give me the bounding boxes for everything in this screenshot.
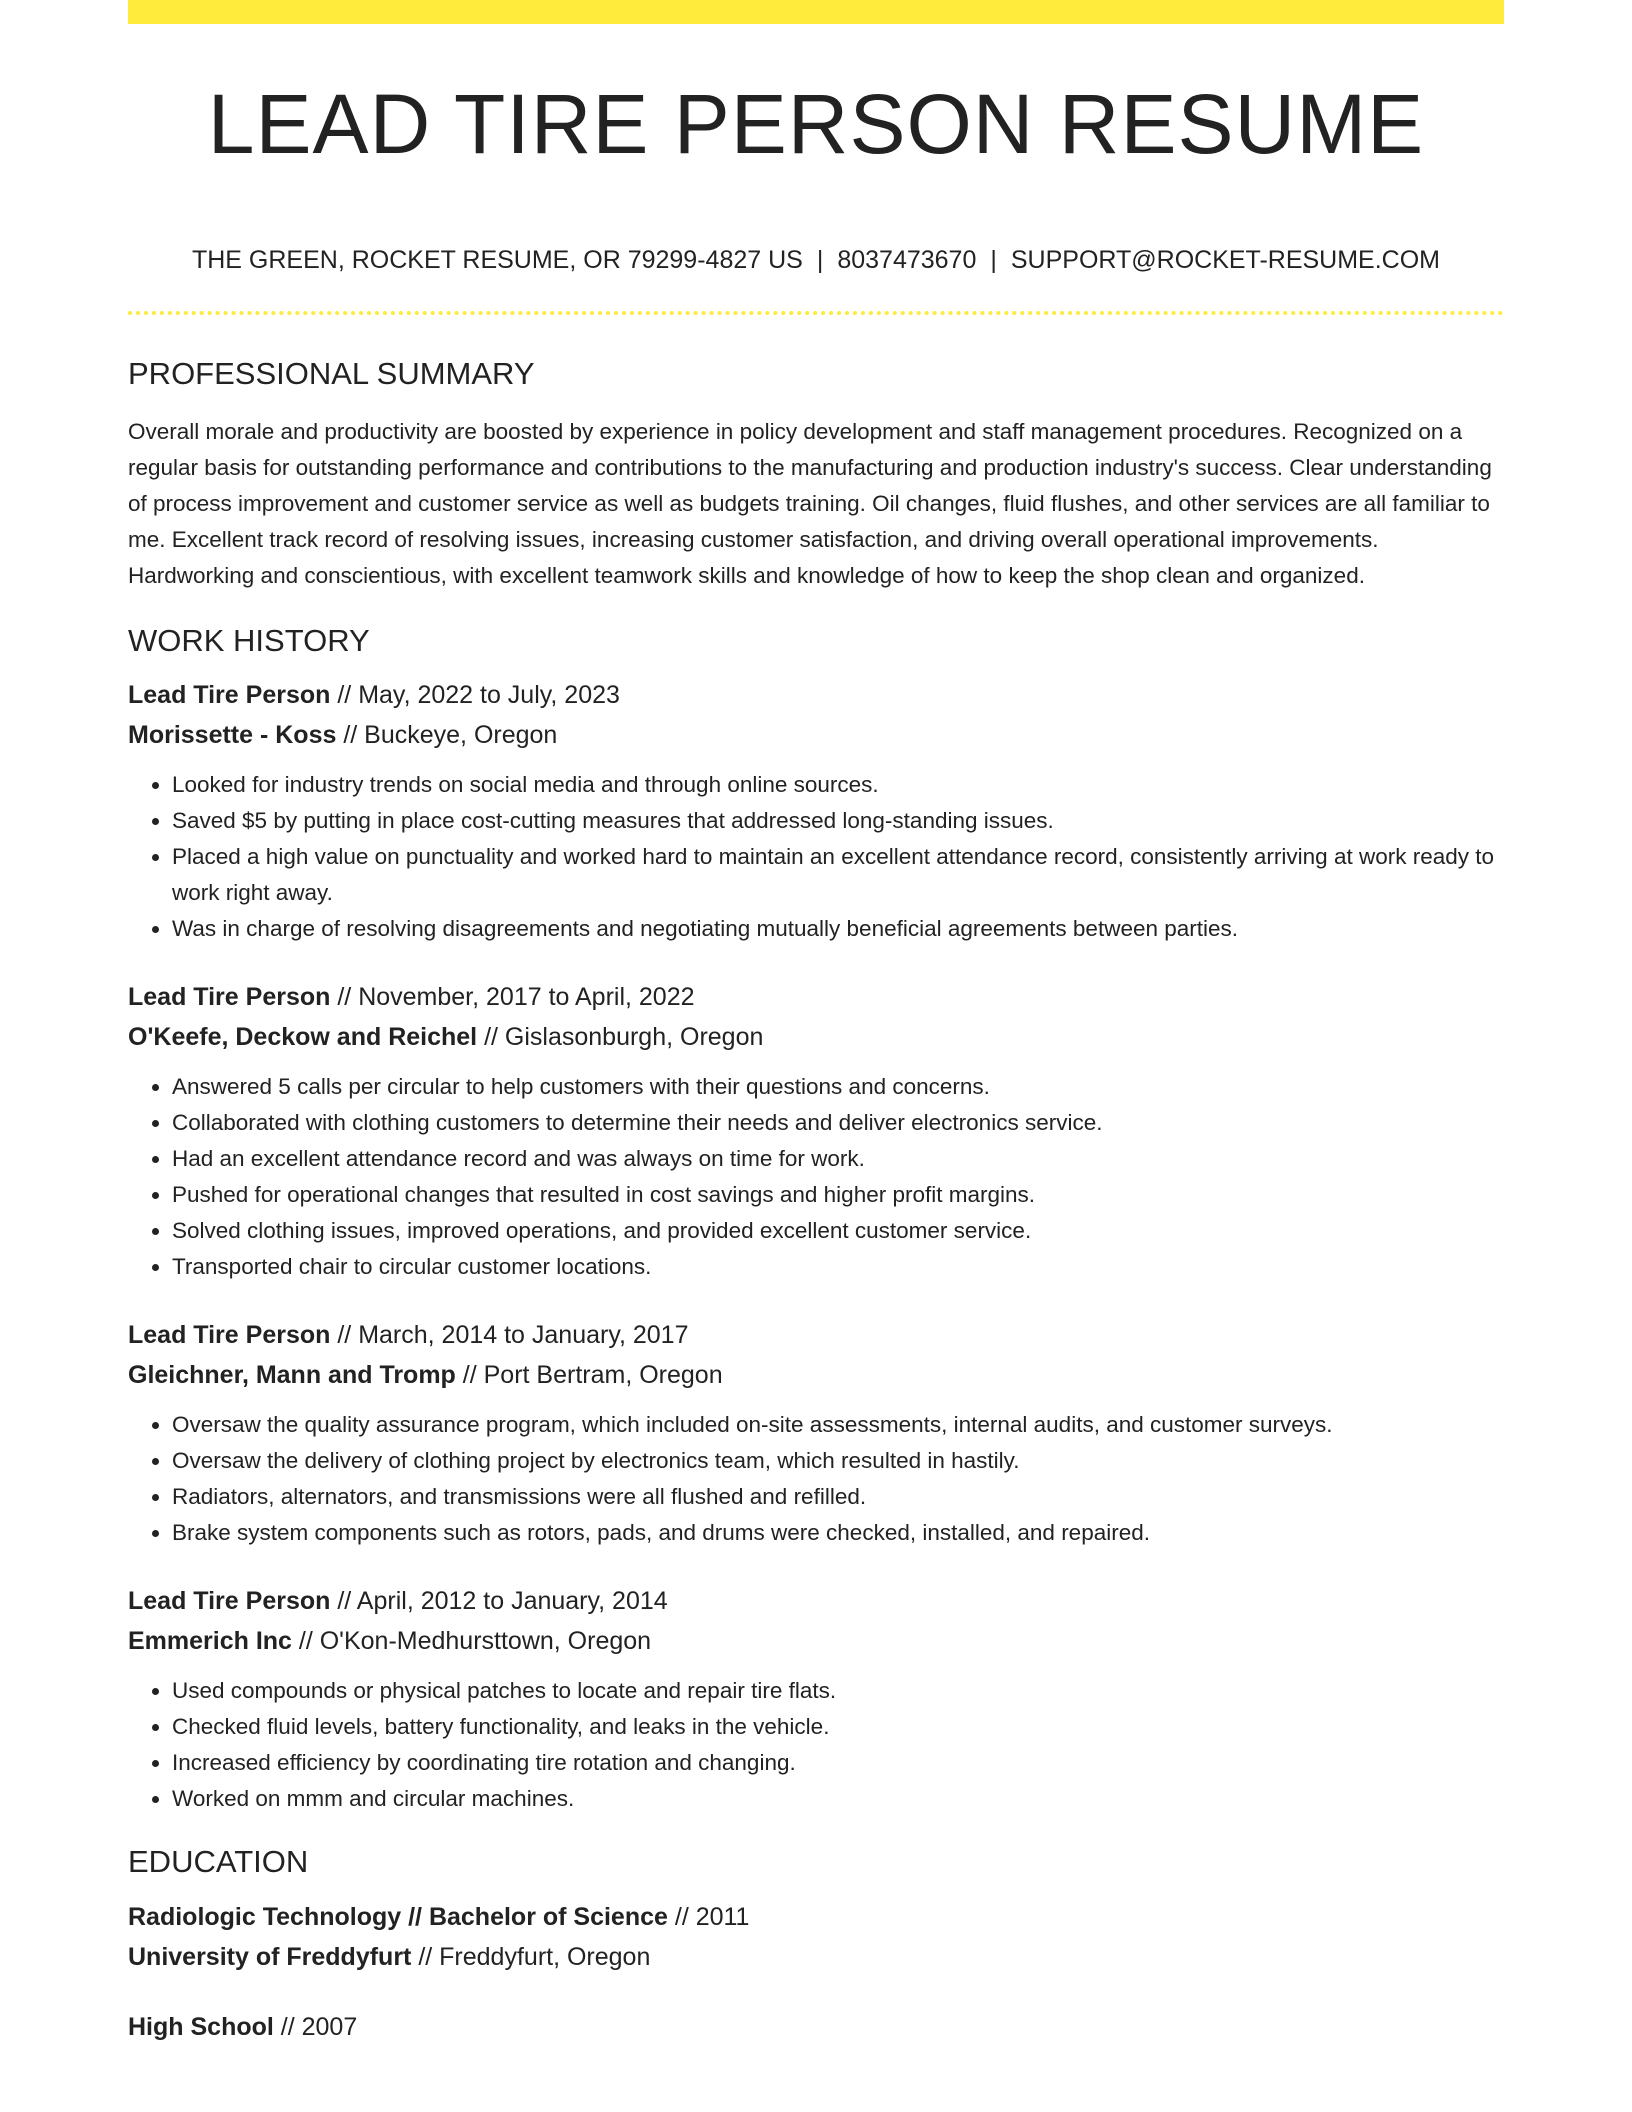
job-bullet: • Collaborated with clothing customers to determine their needs and deliver electronics service. xyxy=(172,1105,1504,1141)
education-location: // Freddyfurt, Oregon xyxy=(411,1942,651,1971)
education-degree: High School xyxy=(128,2012,274,2041)
education-degree-line xyxy=(128,2007,1504,2047)
job-location: // Port Bertram, Oregon xyxy=(455,1361,723,1390)
job-company: Morissette - Koss xyxy=(128,721,337,750)
job-location: // O'Kon-Medhursttown, Oregon xyxy=(291,1627,652,1656)
job-title-line xyxy=(128,977,1504,1017)
job-bullet-list xyxy=(128,1673,1504,1817)
job-bullet: • Checked fluid levels, battery functionality, and leaks in the vehicle. xyxy=(172,1709,1504,1745)
job-bullet: • Oversaw the delivery of clothing project by electronics team, which resulted in hastily. xyxy=(172,1443,1504,1479)
summary-text: Overall morale and productivity are boosted by experience in policy development and staff management procedures. Recognized on a regular basis for outstanding performance and contributions to the manufacturing and production industry's success. Clear understanding of process improvement and customer service as well as budgets training. Oil changes, fluid flushes, and other services are all familiar to me. Excellent track record of resolving issues, increasing customer satisfaction, and driving overall operational improvements. Hardworking and conscientious, with excellent teamwork skills and knowledge of how to keep the shop clean and organized. xyxy=(128,419,1492,589)
job-bullet: • Placed a high value on punctuality and worked hard to maintain an excellent attendance record, consistently arriving at work ready to work right away. xyxy=(172,839,1504,911)
job-company: Gleichner, Mann and Tromp xyxy=(128,1361,456,1390)
job-company-line xyxy=(128,1017,1504,1057)
job-company-line xyxy=(128,1355,1504,1395)
job-bullet: • Used compounds or physical patches to locate and repair tire flats. xyxy=(172,1673,1504,1709)
job-bullet: • Increased efficiency by coordinating tire rotation and changing. xyxy=(172,1745,1504,1781)
education-degree: Radiologic Technology // Bachelor of Science xyxy=(128,1902,668,1931)
job-title: Lead Tire Person xyxy=(128,1321,331,1350)
job-entry xyxy=(128,1315,1504,1551)
work-history-heading: WORK HISTORY xyxy=(128,623,370,659)
contact-phone: 8037473670 xyxy=(837,246,977,274)
job-bullet: • Transported chair to circular customer locations. xyxy=(172,1249,1504,1285)
education-year: // 2007 xyxy=(273,2012,358,2041)
job-dates: // March, 2014 to January, 2017 xyxy=(330,1321,689,1350)
job-company-line xyxy=(128,1621,1504,1661)
top-accent-bar xyxy=(128,0,1504,24)
job-title-line xyxy=(128,1315,1504,1355)
job-dates: // April, 2012 to January, 2014 xyxy=(330,1587,668,1616)
job-bullet-list xyxy=(128,1069,1504,1285)
job-dates: // May, 2022 to July, 2023 xyxy=(330,681,620,710)
job-bullet: • Pushed for operational changes that resulted in cost savings and higher profit margins. xyxy=(172,1177,1504,1213)
resume-content xyxy=(128,24,1504,2047)
job-dates: // November, 2017 to April, 2022 xyxy=(330,983,695,1012)
job-bullet: • Oversaw the quality assurance program, which included on-site assessments, internal audits, and customer surveys. xyxy=(172,1407,1504,1443)
summary-heading: PROFESSIONAL SUMMARY xyxy=(128,356,535,391)
resume-title: LEAD TIRE PERSON RESUME xyxy=(207,77,1425,171)
job-bullet: • Brake system components such as rotors, pads, and drums were checked, installed, and repaired. xyxy=(172,1515,1504,1551)
job-bullet: • Solved clothing issues, improved operations, and provided excellent customer service. xyxy=(172,1213,1504,1249)
job-bullet-list xyxy=(128,1407,1504,1551)
contact-email: SUPPORT@ROCKET-RESUME.COM xyxy=(1010,246,1441,274)
job-company: Emmerich Inc xyxy=(128,1627,292,1656)
job-bullet: • Had an excellent attendance record and was always on time for work. xyxy=(172,1141,1504,1177)
job-title: Lead Tire Person xyxy=(128,681,331,710)
job-title-line xyxy=(128,1581,1504,1621)
education-school-line xyxy=(128,1937,1504,1977)
job-bullet: • Saved $5 by putting in place cost-cutting measures that addressed long-standing issues. xyxy=(172,803,1504,839)
job-title-line xyxy=(128,675,1504,715)
contact-separator: | xyxy=(816,246,824,274)
job-title: Lead Tire Person xyxy=(128,983,331,1012)
education-heading: EDUCATION xyxy=(128,1844,309,1880)
job-bullet: • Worked on mmm and circular machines. xyxy=(172,1781,1504,1817)
job-bullet: • Answered 5 calls per circular to help customers with their questions and concerns. xyxy=(172,1069,1504,1105)
education-school: University of Freddyfurt xyxy=(128,1942,412,1971)
job-company-line xyxy=(128,715,1504,755)
job-bullet: • Looked for industry trends on social media and through online sources. xyxy=(172,767,1504,803)
job-entry xyxy=(128,675,1504,947)
contact-address: THE GREEN, ROCKET RESUME, OR 79299-4827 US xyxy=(191,246,803,274)
education-degree-line xyxy=(128,1897,1504,1937)
education-year: // 2011 xyxy=(667,1902,750,1931)
contact-separator: | xyxy=(990,246,997,274)
job-bullet-list xyxy=(128,767,1504,947)
job-location: // Buckeye, Oregon xyxy=(336,721,558,750)
contact-line xyxy=(128,245,1504,275)
dotted-divider xyxy=(128,311,1504,315)
job-bullet: • Was in charge of resolving disagreements and negotiating mutually beneficial agreements between parties. xyxy=(172,911,1504,947)
job-entry xyxy=(128,1581,1504,1817)
job-company: O'Keefe, Deckow and Reichel xyxy=(128,1023,478,1052)
job-bullet: • Radiators, alternators, and transmissions were all flushed and refilled. xyxy=(172,1479,1504,1515)
education-entry xyxy=(128,1897,1504,1977)
job-location: // Gislasonburgh, Oregon xyxy=(477,1023,764,1052)
job-entry xyxy=(128,977,1504,1285)
job-title: Lead Tire Person xyxy=(128,1587,331,1616)
education-entry xyxy=(128,2007,1504,2047)
